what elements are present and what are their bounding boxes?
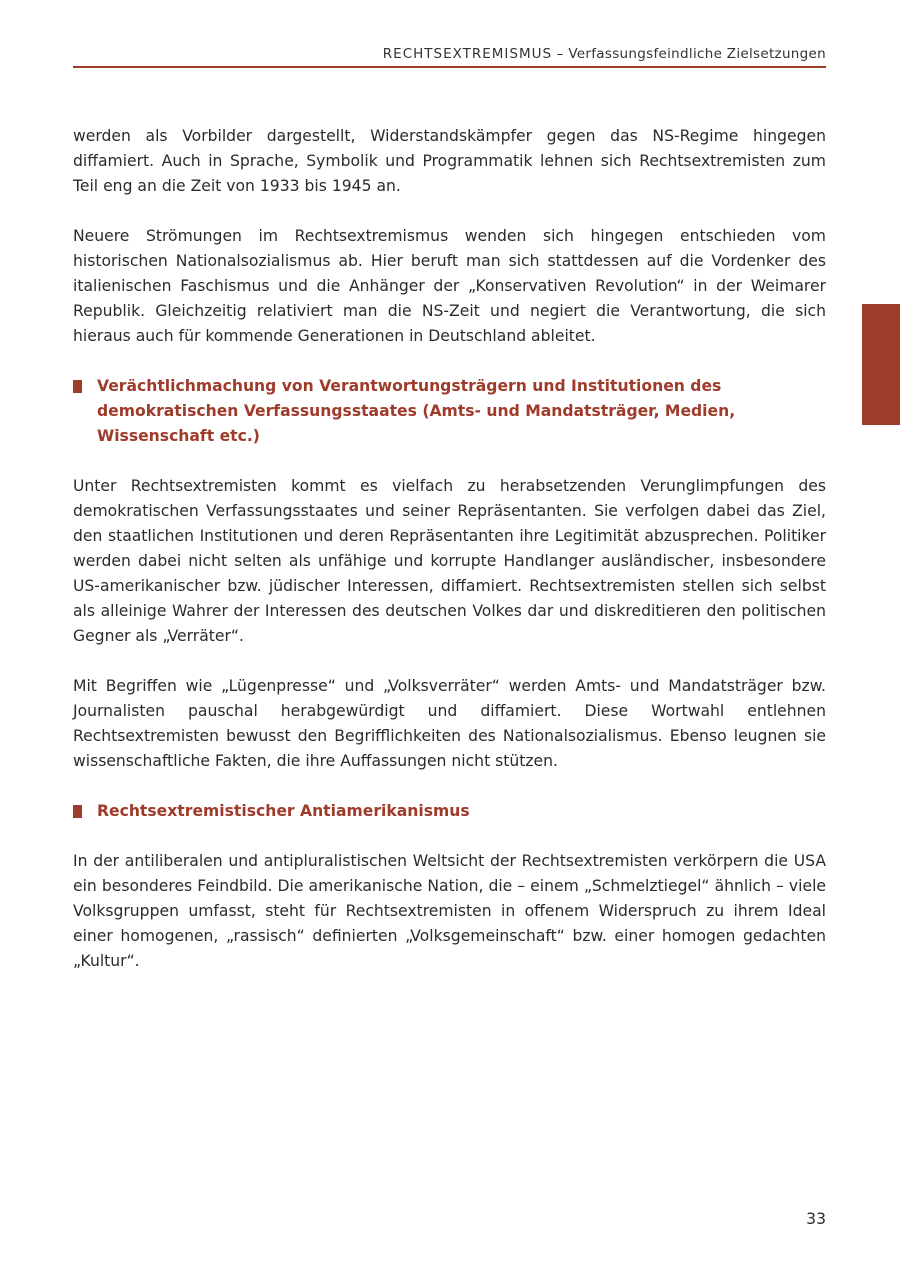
square-bullet-icon — [73, 380, 82, 393]
paragraph-2: Neuere Strömungen im Rechtsextremismus wenden sich hingegen entschieden vom historischen Nationalsozialismus ab. Hier beruft man sich stattdessen auf die Vordenker des italienischen Faschismus und die Anhänger der „Konservativen Revolution“ in der Weimarer Republik. Gleichzeitig relativiert man die NS-Zeit und negiert die Verantwortung, die sich hieraus auch für kommende Generationen in Deutschland ableitet. — [73, 227, 826, 345]
page-number: 33 — [806, 1210, 826, 1228]
section-heading-1 — [73, 374, 826, 449]
paragraph-3: Unter Rechtsextremisten kommt es vielfach zu herabsetzenden Verunglimpfungen des demokratischen Verfassungsstaates und seiner Repräsentanten. Sie verfolgen dabei das Ziel, den staatlichen Institutionen und deren Repräsentanten ihre Legitimität abzusprechen. Politiker werden dabei nicht selten als unfähige und korrupte Handlanger ausländischer, insbesondere US-amerikanischer bzw. jüdischer Interessen, diffamiert. Rechtsextremisten stellen sich selbst als alleinige Wahrer der Interessen des deutschen Volkes dar und diskreditieren den politischen Gegner als „Verräter“. — [73, 477, 826, 645]
page-body — [73, 124, 826, 999]
chapter-side-tab — [862, 304, 900, 425]
paragraph-5: In der antiliberalen und antipluralistischen Weltsicht der Rechtsextremisten verkörpern die USA ein besonderes Feindbild. Die amerikanische Nation, die – einem „Schmelztiegel“ ähnlich – viele Volksgruppen umfasst, steht für Rechtsextremisten in offenem Widerspruch zu ihrem Ideal einer homogenen, „rassisch“ definierten „Volksgemeinschaft“ bzw. einer homogen gedachten „Kultur“. — [73, 852, 826, 970]
running-header — [73, 44, 826, 64]
section-heading-2-text: Rechtsextremistischer Antiamerikanismus — [97, 802, 470, 820]
paragraph-1: werden als Vorbilder dargestellt, Widerstandskämpfer gegen das NS-Regime hingegen diffamiert. Auch in Sprache, Symbolik und Programmatik lehnen sich Rechtsextremisten zum Teil eng an die Zeit von 1933 bis 1945 an. — [73, 127, 826, 195]
section-heading-1-text: Verächtlichmachung von Verantwortungsträgern und Institutionen des demokratischen Verfassungsstaates (Amts- und Mandatsträger, Medien, Wissenschaft etc.) — [97, 377, 736, 445]
header-rule — [73, 66, 826, 68]
section-heading-2 — [73, 799, 826, 824]
paragraph-4: Mit Begriffen wie „Lügenpresse“ und „Volksverräter“ werden Amts- und Mandatsträger bzw. Journalisten pauschal herabgewürdigt und diffamiert. Diese Wortwahl entlehnen Rechtsextremisten bewusst den Begrifflichkeiten des Nationalsozialismus. Ebenso leugnen sie wissenschaftliche Fakten, die ihre Auffassungen nicht stützen. — [73, 677, 826, 770]
header-section: RECHTSEXTREMISMUS — [382, 46, 553, 62]
header-separator: – — [552, 46, 569, 62]
header-subtitle: Verfassungsfeindliche Zielsetzungen — [568, 46, 826, 62]
square-bullet-icon — [73, 805, 82, 818]
